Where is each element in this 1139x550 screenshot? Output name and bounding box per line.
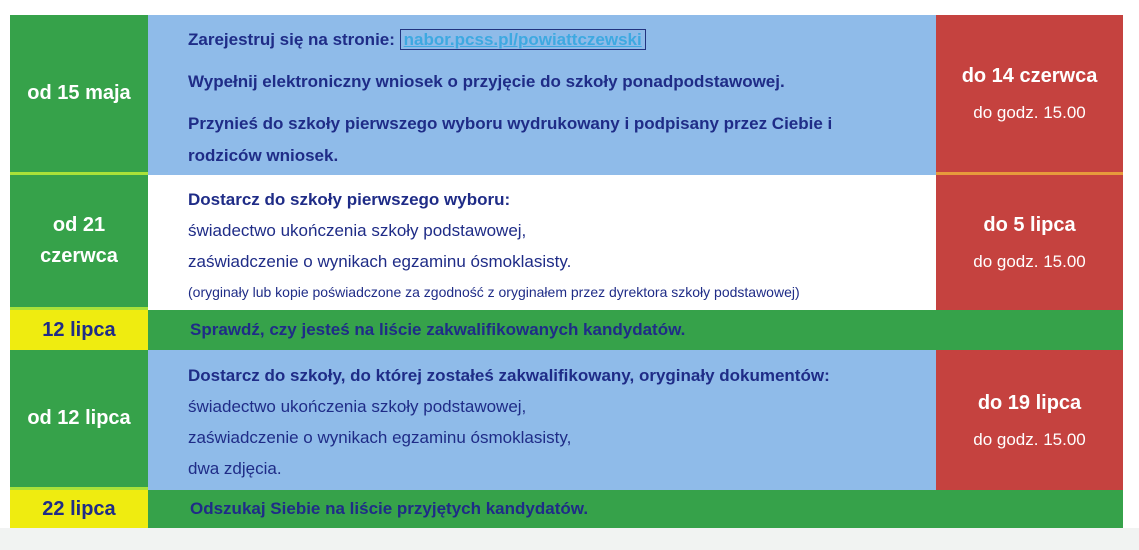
- deadline-cell-row2: [936, 175, 1123, 310]
- date-label: od 15 maja: [27, 82, 131, 104]
- deadline-time: do godz. 15.00: [973, 252, 1086, 271]
- task-item-exam-results: zaświadczenie o wynikach egzaminu ósmoklasisty.: [188, 252, 572, 271]
- date-cell-row4: [10, 350, 148, 490]
- task-heading: Dostarcz do szkoły pierwszego wyboru:: [188, 190, 511, 209]
- footer-strip: [0, 528, 1139, 550]
- task-heading: Dostarcz do szkoły, do której zostałeś zakwalifikowany, oryginały dokumentów:: [188, 366, 830, 385]
- task-bring-form-line: Przynieś do szkoły pierwszego wyboru wydrukowany i podpisany przez Ciebie i rodziców wniosek.: [188, 114, 833, 165]
- date-cell-row3: 12 lipca: [10, 310, 148, 350]
- task-cell-row1: [148, 15, 936, 175]
- deadline-time: do godz. 15.00: [973, 429, 1086, 449]
- registration-link[interactable]: nabor.pcss.pl/powiattczewski: [400, 29, 646, 50]
- date-cell-row2: [10, 175, 148, 310]
- task-cell-row4: [148, 350, 936, 490]
- date-cell-row5: 22 lipca: [10, 490, 148, 528]
- date-cell-row1: [10, 15, 148, 175]
- deadline-date: do 19 lipca: [977, 391, 1082, 414]
- date-label-line1: od 21: [52, 214, 106, 236]
- task-note-originals: (oryginały lub kopie poświadczone za zgodność z oryginałem przez dyrektora szkoły podstawowej): [188, 284, 800, 300]
- register-prefix: Zarejestruj się na stronie:: [188, 30, 400, 49]
- status-band-qualified: Sprawdź, czy jesteś na liście zakwalifikowanych kandydatów.: [148, 310, 1123, 350]
- task-item-exam-results: zaświadczenie o wynikach egzaminu ósmoklasisty,: [188, 428, 572, 447]
- task-item-certificate: świadectwo ukończenia szkoły podstawowej,: [188, 221, 527, 240]
- task-item-photos: dwa zdjęcia.: [188, 459, 282, 478]
- timeline-table: [10, 15, 1123, 528]
- task-fill-form-line: Wypełnij elektroniczny wniosek o przyjęcie do szkoły ponadpodstawowej.: [188, 72, 785, 91]
- task-register-line: [188, 24, 908, 56]
- deadline-time: do godz. 15.00: [973, 103, 1086, 122]
- date-label-line2: czerwca: [40, 245, 118, 267]
- deadline-date: do 5 lipca: [983, 214, 1076, 236]
- deadline-cell-row1: [936, 15, 1123, 175]
- date-label: od 12 lipca: [27, 407, 131, 429]
- status-band-accepted: Odszukaj Siebie na liście przyjętych kandydatów.: [148, 490, 1123, 528]
- deadline-cell-row4: [936, 350, 1123, 490]
- deadline-date: do 14 czerwca: [961, 65, 1098, 87]
- task-cell-row2: [148, 175, 936, 310]
- task-item-certificate: świadectwo ukończenia szkoły podstawowej,: [188, 397, 527, 416]
